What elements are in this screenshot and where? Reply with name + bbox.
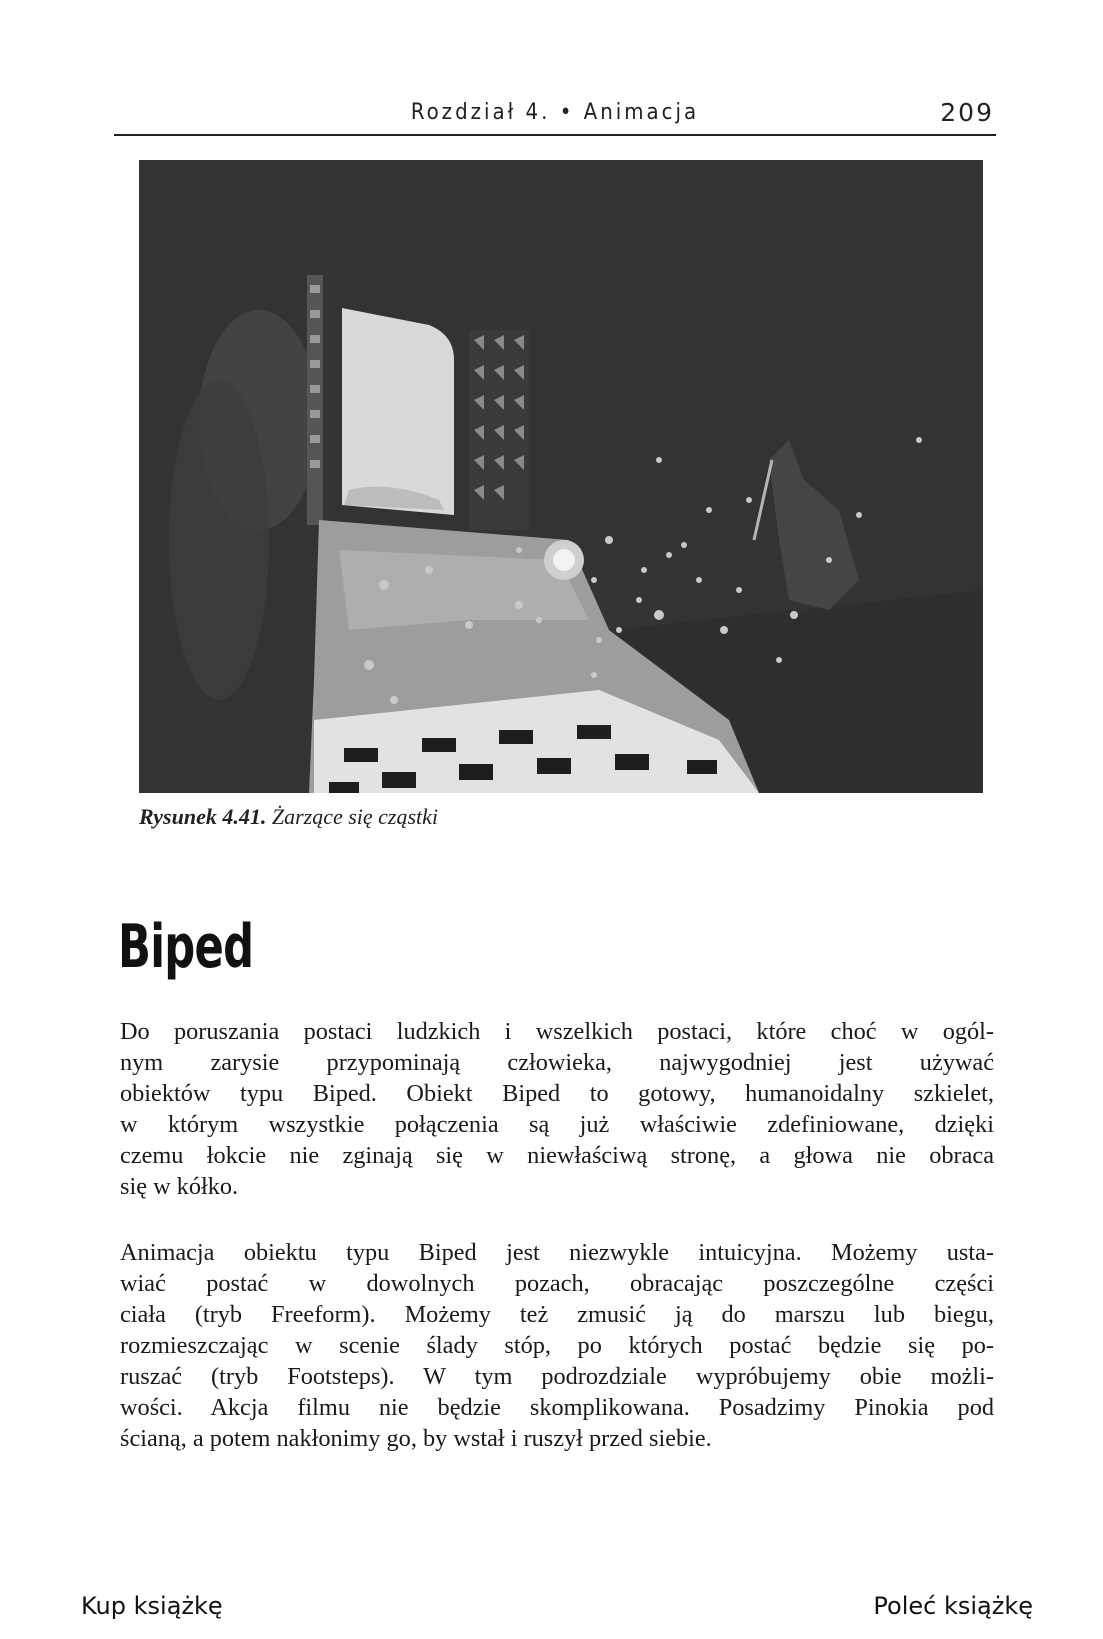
- paragraph-line: Animacja obiektu typu Biped jest niezwykle intuicyjna. Możemy usta-: [120, 1239, 994, 1266]
- recommend-book-link[interactable]: Poleć książkę: [873, 1592, 1033, 1620]
- paragraph-line: nym zarysie przypominają człowieka, najwygodniej jest używać: [120, 1049, 994, 1076]
- paragraph-line: rozmieszczając w scenie ślady stóp, po których postać będzie się po-: [120, 1332, 994, 1359]
- paragraph-line: się w kółko.: [120, 1173, 239, 1200]
- page-number: 209: [940, 98, 994, 127]
- buy-book-link[interactable]: Kup książkę: [81, 1592, 223, 1620]
- figure-label: Rysunek 4.41.: [139, 804, 267, 829]
- paragraph-1: [120, 1016, 994, 1202]
- paragraph-line: czemu łokcie nie zginają się w niewłaściwą stronę, a głowa nie obraca: [120, 1142, 994, 1169]
- paragraph-line: ścianą, a potem nakłonimy go, by wstał i ruszył przed siebie.: [120, 1425, 712, 1452]
- paragraph-line: Do poruszania postaci ludzkich i wszelkich postaci, które choć w ogól-: [120, 1018, 994, 1045]
- section-heading: Biped: [118, 912, 254, 982]
- running-header: [114, 98, 996, 136]
- paragraph-line: wiać postać w dowolnych pozach, obracając poszczególne części: [120, 1270, 994, 1297]
- paragraph-2: [120, 1237, 994, 1454]
- figure-caption-text: Żarzące się cząstki: [271, 804, 439, 829]
- figure-image-glowing-particles: [139, 160, 983, 793]
- paragraph-line: ruszać (tryb Footsteps). W tym podrozdziale wypróbujemy obie możli-: [120, 1363, 994, 1390]
- chapter-title: Rozdział 4. • Animacja: [410, 100, 700, 125]
- paragraph-line: w którym wszystkie połączenia są już właściwie zdefiniowane, dzięki: [120, 1111, 994, 1138]
- scene-illustration: [139, 160, 983, 793]
- paragraph-line: obiektów typu Biped. Obiekt Biped to gotowy, humanoidalny szkielet,: [120, 1080, 994, 1107]
- paragraph-line: wości. Akcja filmu nie będzie skomplikowana. Posadzimy Pinokia pod: [120, 1394, 994, 1421]
- paragraph-line: ciała (tryb Freeform). Możemy też zmusić ją do marszu lub biegu,: [120, 1301, 994, 1328]
- figure-caption: [139, 804, 438, 830]
